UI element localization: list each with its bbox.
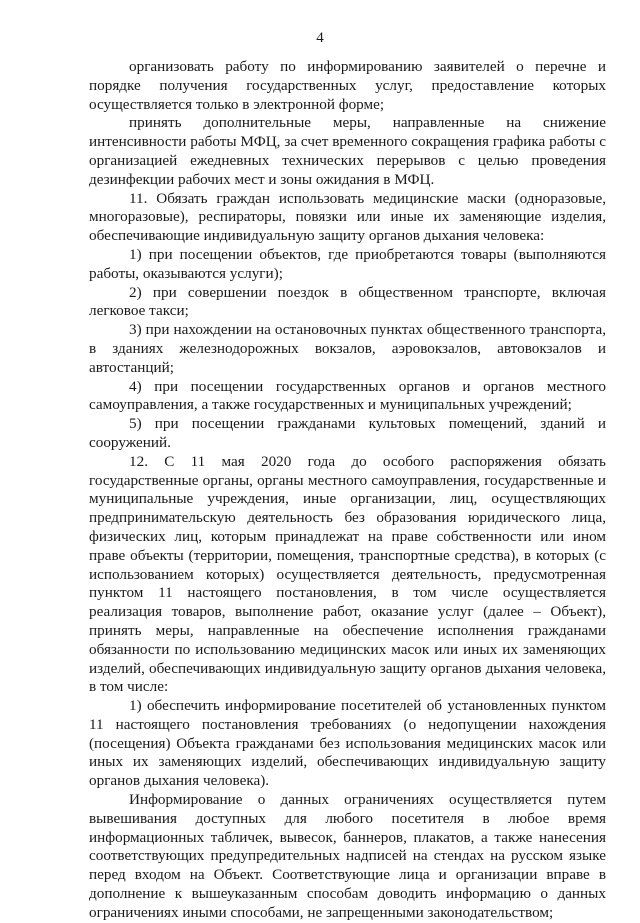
paragraph-item-11: 11. Обязать граждан использовать медицинские маски (одноразовые, многоразовые), респираторы, повязки или иные их заменяющие изделия, обеспечивающие индивидуальную защиту органов дыхания человека: xyxy=(89,189,606,245)
paragraph-item-12: 12. С 11 мая 2020 года до особого распоряжения обязать государственные органы, органы местного самоуправления, государственные и муниципальные учреждения, иные организации, лиц, осуществляющих предпринимательскую деятельность без образования юридического лица, физических лиц, которым принадлежат на праве собственности или ином праве объекты (территории, помещения, транспортные средства), в которых (с использованием которых) осуществляется деятельность, предусмотренная пунктом 11 настоящего постановления, в том числе осуществляется реализация товаров, выполнение работ, оказание услуг (далее – Объект), принять меры, направленные на обеспечение исполнения гражданами обязанности по использованию медицинских масок или иных их заменяющих изделий, обеспечивающих индивидуальную защиту органов дыхания человека, в том числе: xyxy=(89,452,606,696)
paragraph-item-12-1: 1) обеспечить информирование посетителей об установленных пунктом 11 настоящего постановления требованиях (о недопущении нахождения (посещения) Объекта гражданами без использования медицинских масок или иных их заменяющих изделий, обеспечивающих индивидуальную защиту органов дыхания человека). xyxy=(89,697,606,790)
paragraph-item-11-4: 4) при посещении государственных органов и органов местного самоуправления, а также государственных и муниципальных учреждений; xyxy=(89,377,606,414)
page-number: 4 xyxy=(316,30,324,46)
paragraph-mfc-inform: организовать работу по информированию заявителей о перечне и порядке получения государственных услуг, предоставление которых осуществляется только в электронной форме; xyxy=(89,58,606,113)
paragraph-item-11-2: 2) при совершении поездок в общественном транспорте, включая легковое такси; xyxy=(89,283,606,320)
paragraph-informing: Информирование о данных ограничениях осуществляется путем вывешивания доступных для любого посетителя в любое время информационных табличек, вывесок, баннеров, плакатов, а также нанесения соответствующих предупредительных надписей на стендах на русском языке перед входом на Объект. Соответствующие лица и организации вправе в дополнение к вышеуказанным способам доводить информацию о данных ограничениях иными способами, не запрещенными законодательством; xyxy=(89,791,606,921)
paragraph-item-11-3: 3) при нахождении на остановочных пунктах общественного транспорта, в зданиях железнодорожных вокзалов, аэровокзалов, автовокзалов и автостанций; xyxy=(89,321,606,376)
document-body xyxy=(89,58,606,923)
paragraph-mfc-measures: принять дополнительные меры, направленные на снижение интенсивности работы МФЦ, за счет временного сокращения графика работы с организацией ежедневных технических перерывов с целью проведения дезинфекции рабочих мест и зоны ожидания в МФЦ. xyxy=(89,114,606,188)
paragraph-item-11-5: 5) при посещении гражданами культовых помещений, зданий и сооружений. xyxy=(89,415,606,451)
paragraph-item-11-1: 1) при посещении объектов, где приобретаются товары (выполняются работы, оказываются услуги); xyxy=(89,245,606,282)
